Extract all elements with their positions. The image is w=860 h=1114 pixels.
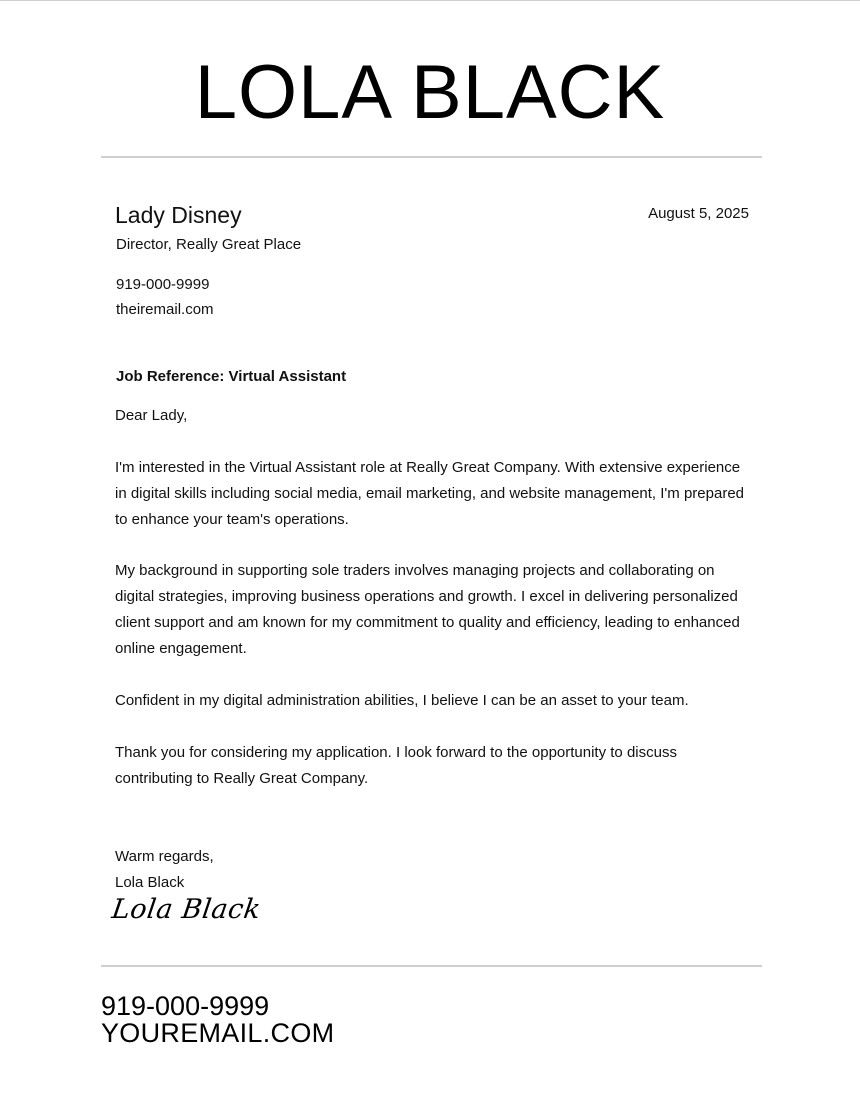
recipient-email: theiremail.com (116, 301, 214, 318)
letter-paragraph: My background in supporting sole traders involves managing projects and collaborating on digital strategies, improving business operations and growth. I excel in delivering personalized client support and am known for my commitment to quality and efficiency, leading to enhanced online engagement. (115, 562, 740, 657)
handwritten-signature: Lola Black (109, 894, 263, 925)
salutation: Dear Lady, (115, 407, 188, 424)
letter-paragraph: Thank you for considering my application. I look forward to the opportunity to discuss contributing to Really Great Company. (115, 744, 677, 787)
page-top-edge (0, 0, 860, 1)
sender-name-header: LOLA BLACK (194, 50, 666, 135)
letter-paragraph: Confident in my digital administration abilities, I believe I can be an asset to your team. (115, 692, 689, 709)
footer-phone: 919-000-9999 (101, 991, 270, 1021)
letter-date: August 5, 2025 (648, 205, 749, 222)
recipient-title: Director, Really Great Place (116, 236, 302, 253)
footer-email: YOUREMAIL.COM (101, 1018, 335, 1048)
footer-divider (101, 965, 762, 967)
recipient-name: Lady Disney (115, 202, 242, 228)
job-reference: Job Reference: Virtual Assistant (116, 368, 347, 385)
signoff-name: Lola Black (115, 874, 185, 891)
recipient-phone: 919-000-9999 (116, 276, 210, 293)
closing: Warm regards, (115, 848, 214, 865)
header-divider (101, 156, 762, 158)
letter-paragraph: I'm interested in the Virtual Assistant role at Really Great Company. With extensive experience in digital skills including social media, email marketing, and website management, I'm prepared to enhance your team's operations. (115, 459, 745, 528)
